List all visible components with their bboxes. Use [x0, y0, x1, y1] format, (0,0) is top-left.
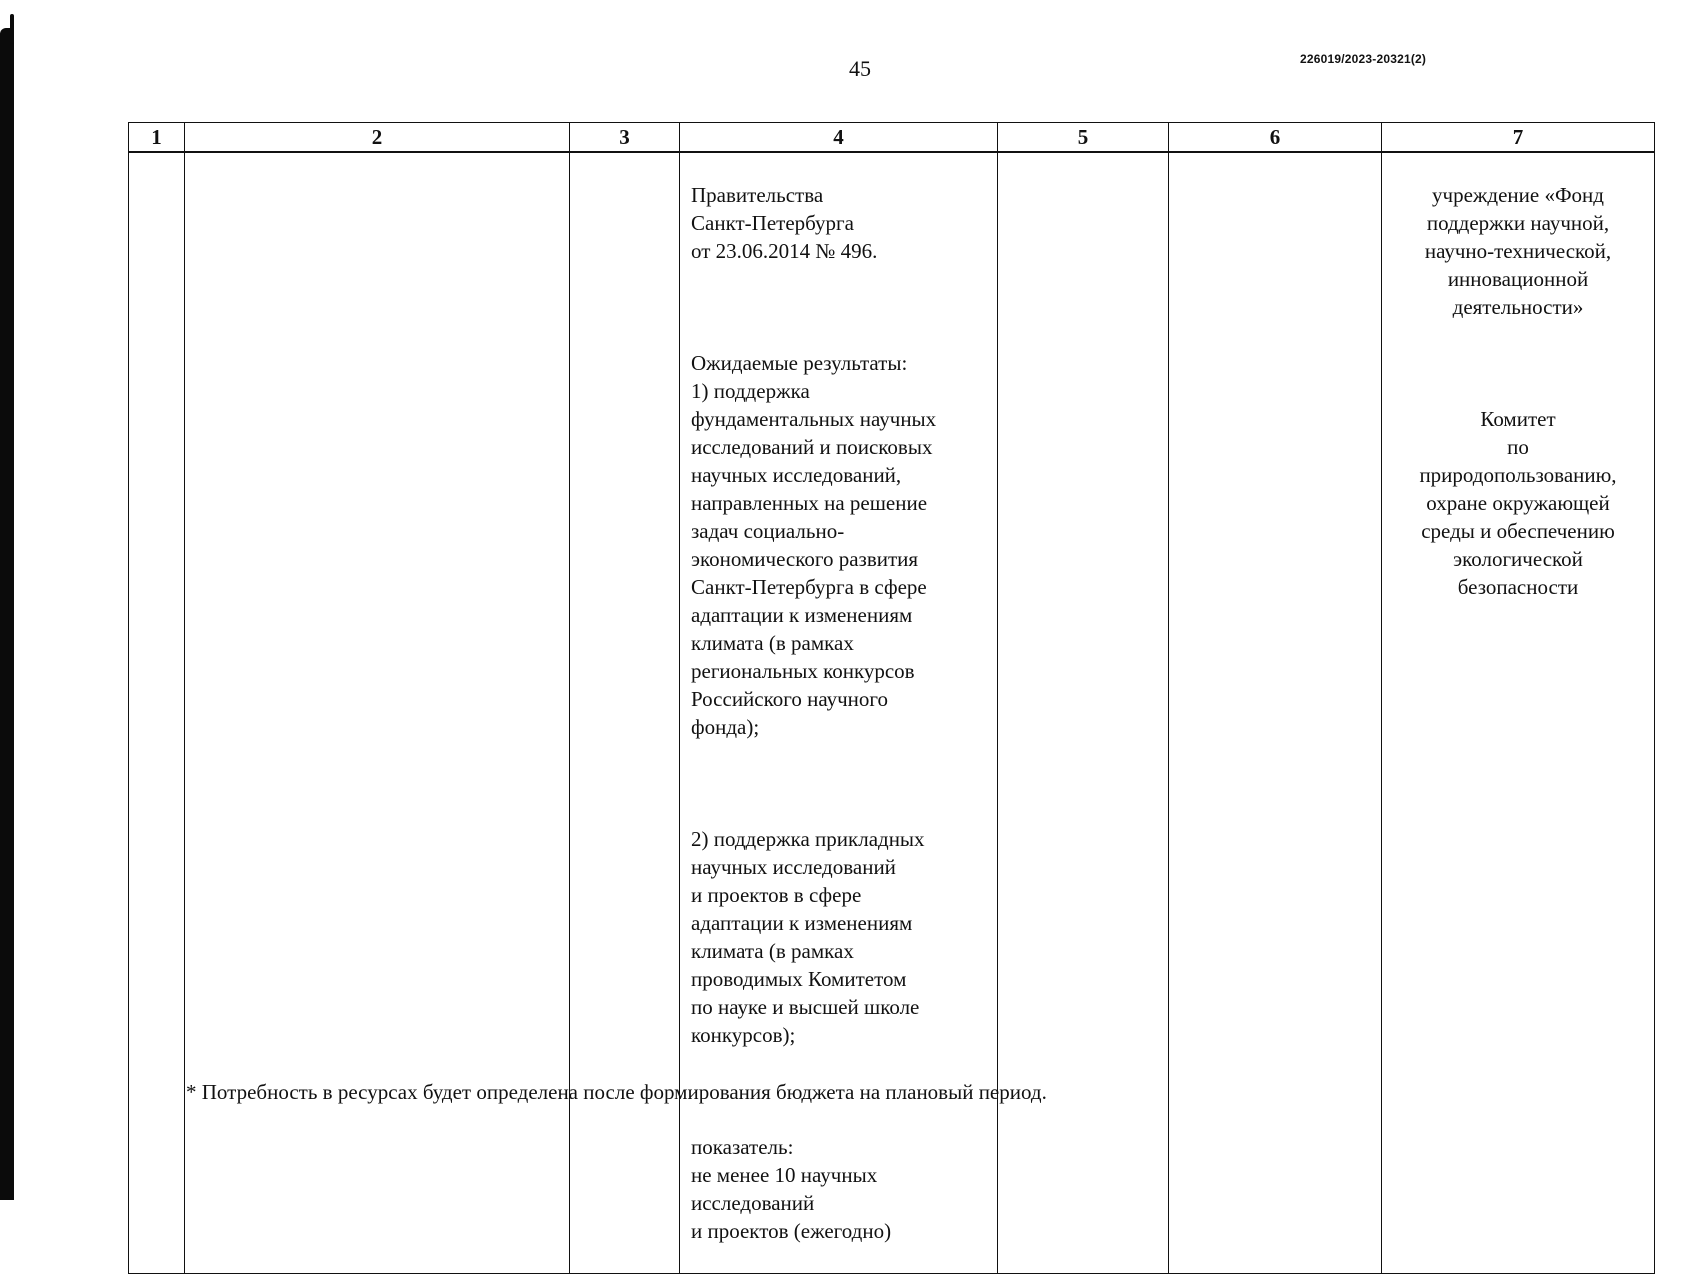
- column-header-3: 3: [570, 123, 680, 153]
- expected-results-item-2: 2) поддержка прикладных научных исследований и проектов в сфере адаптации к изменениям климата (в рамках проводимых Комитетом по науке и высшей школе конкурсов);: [691, 827, 925, 1047]
- column-header-4: 4: [680, 123, 998, 153]
- table-row: [129, 152, 1655, 1274]
- responsible-institution-text: учреждение «Фонд поддержки научной, научно-технической, инновационной деятельности»: [1424, 183, 1612, 319]
- column-header-2: 2: [185, 123, 570, 153]
- column-header-1: 1: [129, 123, 185, 153]
- cell-col2: [185, 152, 570, 1274]
- footnote: * Потребность в ресурсах будет определена после формирования бюджета на плановый период.: [186, 1080, 1047, 1104]
- document-registration-number: 226019/2023-20321(2): [1300, 52, 1427, 66]
- cell-col6: [1169, 152, 1382, 1274]
- responsible-committee-text: Комитет по природопользованию, охране окружающей среды и обеспечению экологической безопасности: [1419, 407, 1617, 599]
- cell-col4: [680, 152, 998, 1274]
- page-number: 45: [849, 56, 871, 81]
- cell-col1: [129, 152, 185, 1274]
- resolution-reference-text: Правительства Санкт-Петербурга от 23.06.2014 № 496.: [691, 183, 878, 263]
- indicator-text: показатель: не менее 10 научных исследований и проектов (ежегодно): [691, 1135, 892, 1243]
- column-header-5: 5: [998, 123, 1169, 153]
- expected-results-item-1: Ожидаемые результаты: 1) поддержка фундаментальных научных исследований и поисковых научных исследований, направленных на решение задач социально- экономического развития Санкт-Петербурга в сфере адаптации к изменениям климата (в рамках региональных конкурсов Российского научного фонда);: [691, 351, 937, 739]
- column-header-6: 6: [1169, 123, 1382, 153]
- cell-col5: [998, 152, 1169, 1274]
- cell-col7: [1382, 152, 1655, 1274]
- column-number-row: [129, 123, 1655, 153]
- scan-edge-shadow: [0, 28, 14, 1200]
- column-header-7: 7: [1382, 123, 1655, 153]
- cell-col3: [570, 152, 680, 1274]
